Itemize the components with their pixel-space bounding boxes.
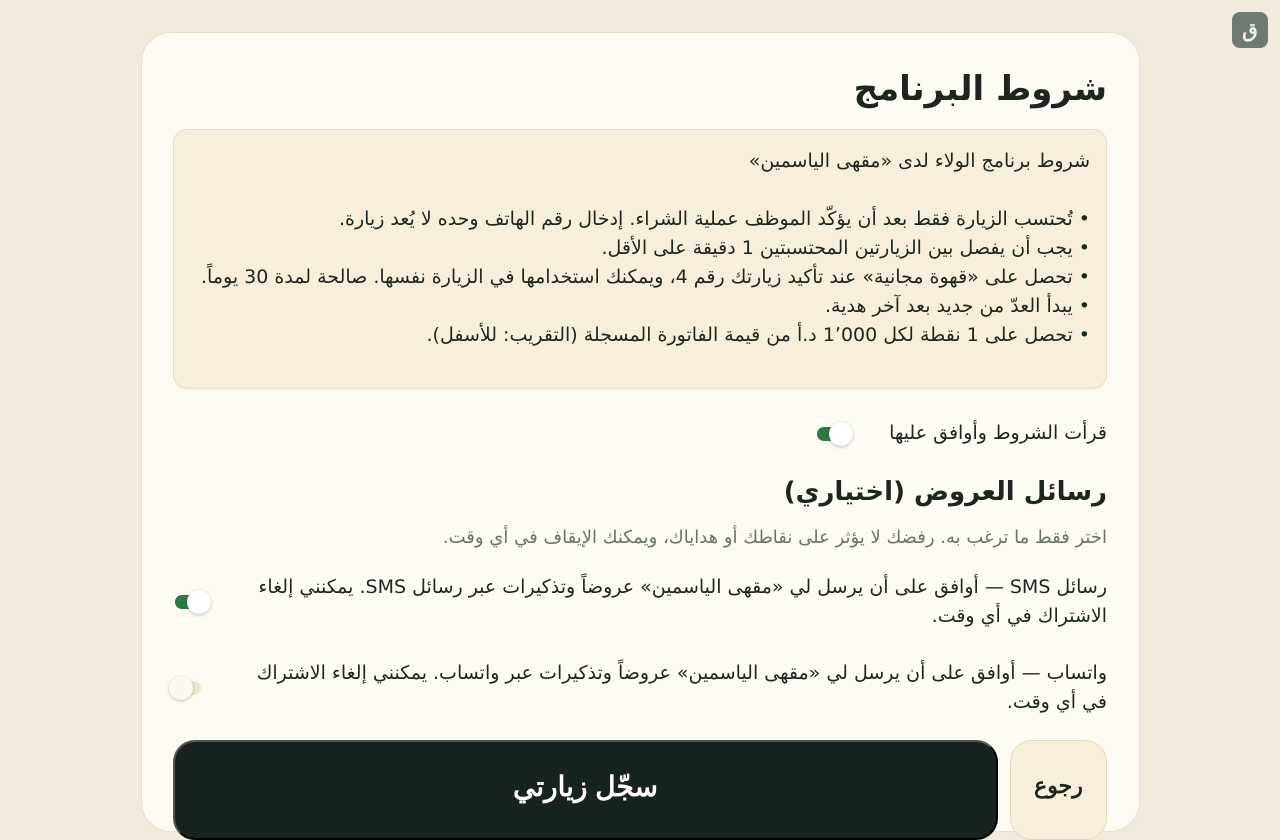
terms-item: • يجب أن يفصل بين الزيارتين المحتسبتين 1 دقيقة على الأقل. [190, 234, 1090, 263]
terms-card [141, 32, 1140, 832]
whatsapp-consent-row[interactable] [173, 658, 1107, 718]
page-title: شروط البرنامج [853, 69, 1107, 109]
terms-box[interactable] [173, 129, 1107, 389]
register-visit-button[interactable]: سجّل زيارتي [173, 740, 998, 840]
back-button[interactable]: رجوع [1010, 740, 1107, 840]
toggle-knob [169, 676, 193, 700]
sms-consent-label: رسائل SMS — أوافق على أن يرسل لي «مقهى الياسمين» عروضاً وتذكيرات عبر رسائل SMS. يمكنني إلغاء الاشتراك في أي وقت. [258, 576, 1107, 627]
terms-list [190, 205, 1090, 350]
offers-subtitle: اختر فقط ما ترغب به. رفضك لا يؤثر على نقاطك أو هداياك، ويمكنك الإيقاف في أي وقت. [442, 527, 1107, 548]
agree-label: قرأت الشروط وأوافق عليها [889, 422, 1107, 444]
terms-item: • تُحتسب الزيارة فقط بعد أن يؤكّد الموظف عملية الشراء. إدخال رقم الهاتف وحده لا يُعد زيارة. [190, 205, 1090, 234]
terms-heading: شروط برنامج الولاء لدى «مقهى الياسمين» [748, 150, 1090, 172]
terms-item: • تحصل على «قهوة مجانية» عند تأكيد زيارتك رقم 4، ويمكنك استخدامها في الزيارة نفسها. صالحة لمدة 30 يوماً. [190, 263, 1090, 292]
whatsapp-toggle[interactable] [175, 681, 201, 695]
terms-item: • يبدأ العدّ من جديد بعد آخر هدية. [190, 292, 1090, 321]
sms-toggle[interactable] [175, 595, 201, 609]
whatsapp-consent-label: واتساب — أوافق على أن يرسل لي «مقهى الياسمين» عروضاً وتذكيرات عبر واتساب. يمكنني إلغاء الاشتراك في أي وقت. [256, 662, 1107, 713]
terms-item: • تحصل على 1 نقطة لكل 1٬000 د.أ من قيمة الفاتورة المسجلة (التقريب: للأسفل). [190, 321, 1090, 350]
offers-title: رسائل العروض (اختياري) [783, 477, 1107, 507]
toggle-knob [187, 590, 211, 614]
app-logo: ق [1232, 12, 1268, 48]
sms-consent-row[interactable] [173, 572, 1107, 632]
agree-toggle[interactable] [817, 427, 843, 441]
toggle-knob [829, 422, 853, 446]
agree-row[interactable] [173, 419, 1107, 448]
